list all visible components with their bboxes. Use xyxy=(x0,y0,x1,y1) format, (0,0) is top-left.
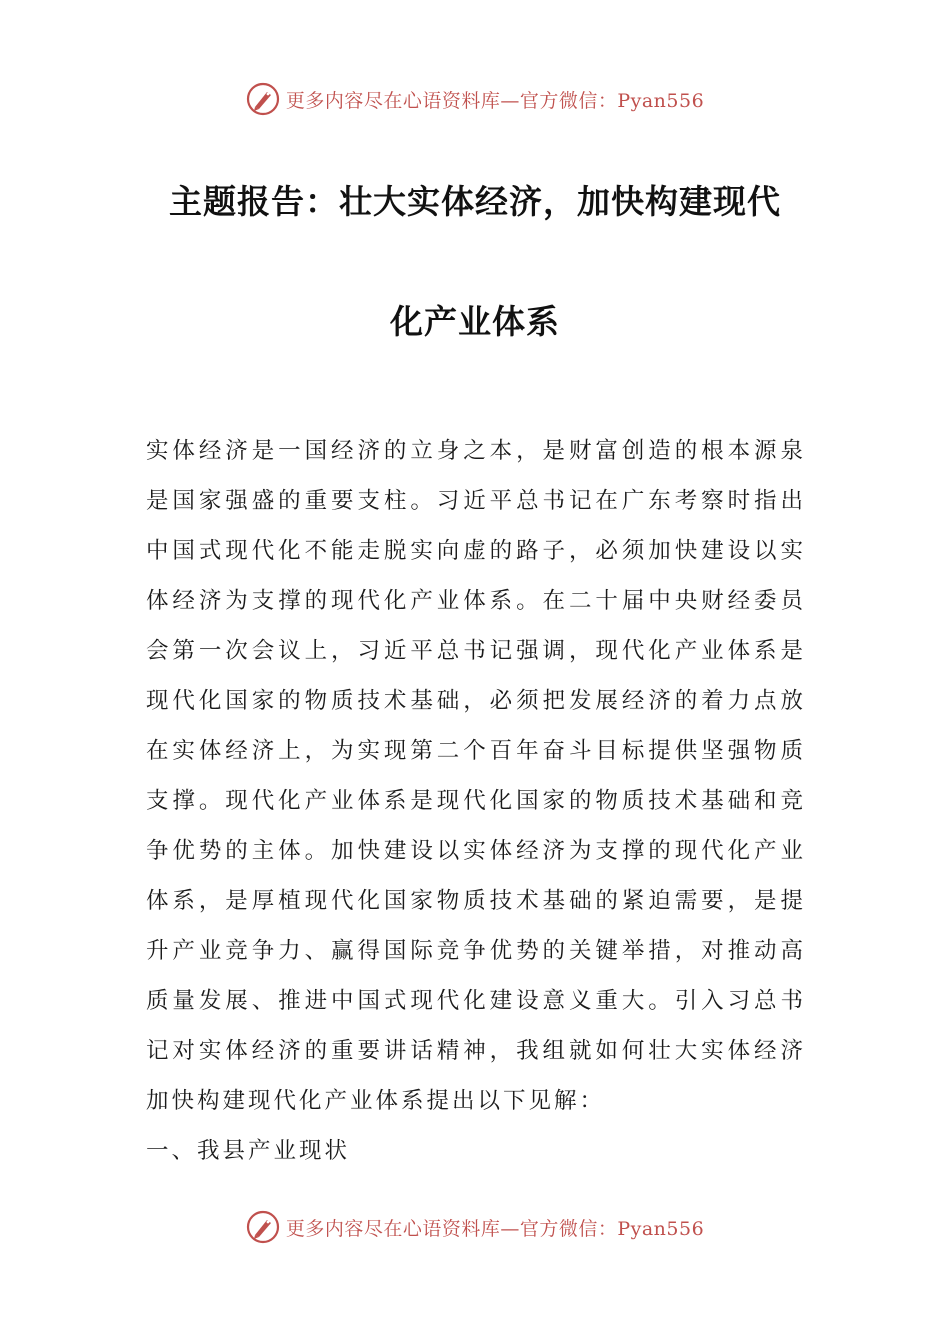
document-title-line-2: 化产业体系 xyxy=(390,302,560,341)
watermark-text: 更多内容尽在心语资料库—官方微信：Pyan556 xyxy=(285,89,705,112)
body-paragraph: 实体经济是一国经济的立身之本，是财富创造的根本源泉是国家强盛的重要支柱。习近平总书记在广东考察时指出中国式现代化不能走脱实向虚的路子，必须加快建设以实体经济为支撑的现代化产业体系。在二十届中央财经委员会第一次会议上，习近平总书记强调，现代化产业体系是现代化国家的物质技术基础，必须把发展经济的着力点放在实体经济上，为实现第二个百年奋斗目标提供坚强物质支撑。现代化产业体系是现代化国家的物质技术基础和竞争优势的主体。加快建设以实体经济为支撑的现代化产业体系，是厚植现代化国家物质技术基础的紧迫需要，是提升产业竞争力、赢得国际竞争优势的关键举措，对推动高质量发展、推进中国式现代化建设意义重大。引入习总书记对实体经济的重要讲话精神，我组就如何壮大实体经济加快构建现代化产业体系提出以下见解： xyxy=(146,438,806,1114)
document-title-line-1: 主题报告：壮大实体经济，加快构建现代 xyxy=(169,182,781,221)
watermark-text: 更多内容尽在心语资料库—官方微信：Pyan556 xyxy=(285,1217,705,1240)
document-body xyxy=(146,426,806,1176)
pen-nib-logo-icon xyxy=(246,1210,280,1244)
section-heading: 一、我县产业现状 xyxy=(146,1138,351,1164)
pen-nib-logo-icon xyxy=(246,82,280,116)
header-watermark xyxy=(0,82,950,116)
footer-watermark xyxy=(0,1210,950,1244)
